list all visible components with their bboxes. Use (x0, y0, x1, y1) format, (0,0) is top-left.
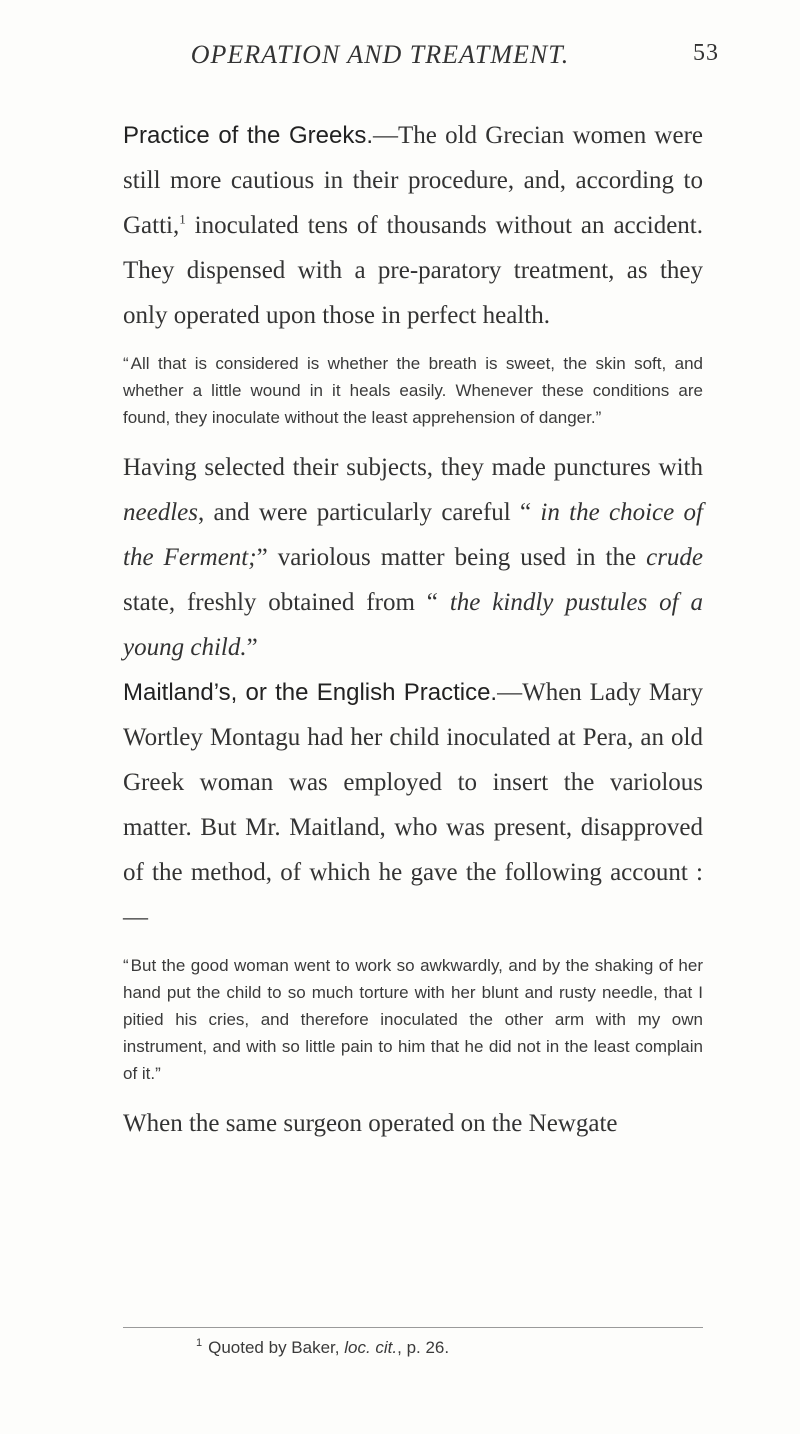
block-quote-2 (123, 952, 703, 1087)
italic-choice: in the choice of the Ferment; (123, 499, 704, 571)
paragraph-text: ” variolous matter being used in the (256, 544, 647, 571)
page-number: 53 (693, 40, 719, 66)
paragraph-maitland (123, 670, 703, 940)
paragraph-text: , and were particularly careful “ (197, 499, 541, 526)
italic-needles: needles (123, 499, 198, 526)
italic-kindly: the kindly pustules of a young child. (123, 589, 703, 661)
paragraph-text: —When Lady Mary Wortley Montagu had her child inoculated at Pera, an old Greek woman was employed to insert the variolous matter. But Mr. Maitland, who was present, disapproved of the method, of which he gave the following account :— (123, 679, 704, 931)
paragraph-text: Having selected their subjects, they made punctures with (123, 454, 703, 481)
footnote-marker: 1 (196, 1337, 203, 1350)
block-quote-1 (123, 350, 703, 431)
quote-text: All that is considered is whether the breath is sweet, the skin soft, and whether a little wound in it heals easily. Whenever these conditions are found, they inoculate without the least apprehension of danger.” (123, 354, 703, 427)
body-text (123, 113, 703, 1146)
footnote (196, 1338, 696, 1358)
section-heading-greeks: Practice of the Greeks. (123, 122, 374, 149)
paragraph-text: ” (246, 634, 258, 661)
footnote-italic: loc. cit. (344, 1338, 398, 1357)
footnote-text: Quoted by Baker, (208, 1338, 345, 1357)
footnote-text: , p. 26. (397, 1338, 450, 1357)
section-heading-maitland: Maitland’s, or the English Practice. (123, 679, 498, 706)
paragraph-text: inoculated tens of thousands without an accident. They dispensed with a pre-paratory treatment, as they only operated upon those in perfect health. (123, 212, 703, 329)
paragraph-text: state, freshly obtained from “ (123, 589, 450, 616)
paragraph-subjects (123, 445, 703, 670)
paragraph-text: When the same surgeon operated on the Newgate (123, 1110, 618, 1137)
footnote-divider (123, 1327, 703, 1328)
paragraph-newgate (123, 1101, 703, 1146)
quote-open-mark: “ (123, 956, 129, 975)
quote-open-mark: “ (123, 354, 129, 373)
italic-crude: crude (646, 544, 704, 571)
footnote-reference: 1 (179, 211, 186, 227)
running-title: OPERATION AND TREATMENT. (190, 40, 570, 69)
paragraph-text: —The old Grecian women were still more cautious in their procedure, and, according to Gatti, (123, 122, 703, 239)
paragraph-greeks (123, 113, 703, 338)
quote-text: But the good woman went to work so awkwardly, and by the shaking of her hand put the child to so much torture with her blunt and rusty needle, that I pitied his cries, and therefore inoculated the other arm with my own instrument, and with so little pain to him that he did not in the least complain of it.” (123, 956, 703, 1083)
